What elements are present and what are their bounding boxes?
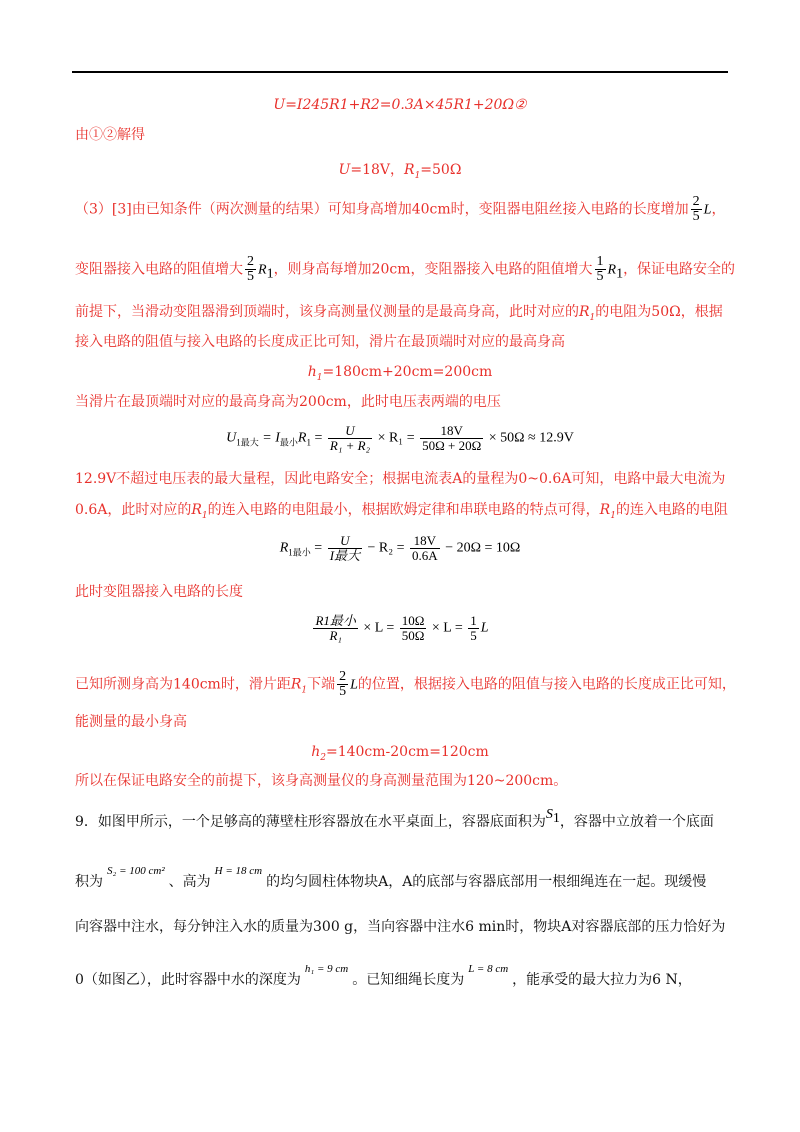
numerator: 1: [596, 254, 604, 269]
subscript: 2: [320, 752, 326, 763]
text-span: 已知所测身高为140cm时，滑片距: [75, 676, 291, 693]
text-span: ，: [711, 201, 726, 218]
question-line: [75, 807, 714, 837]
text-line: [75, 582, 243, 602]
text-line: [75, 302, 723, 328]
text-span: 能测量的最小身高: [75, 714, 187, 730]
denominator: 5: [247, 269, 254, 284]
equation-voltage: [0, 424, 800, 453]
text-span: =18V，: [350, 162, 405, 178]
denominator: I最大: [329, 548, 361, 563]
math-text: =: [310, 540, 326, 556]
denominator: R₁: [329, 628, 342, 643]
result-line: [0, 160, 800, 186]
subscript: 1: [552, 810, 560, 826]
text-span: =180cm+20cm=200cm: [322, 364, 493, 380]
fraction: [410, 534, 440, 563]
numerator: U: [328, 534, 362, 549]
math-text: = I: [258, 430, 280, 446]
numerator: U: [328, 424, 372, 439]
fraction: [400, 614, 427, 643]
var-r: R: [579, 304, 590, 320]
var-l: L: [703, 202, 712, 218]
text-line: [75, 670, 736, 700]
text-span: =50Ω: [420, 162, 462, 178]
math-text: × 50Ω ≈ 12.9V: [485, 430, 574, 446]
text-span: 的电阻为50Ω，根据: [595, 304, 723, 320]
text-line: [75, 469, 725, 489]
text-line: [75, 255, 735, 284]
var-r: R: [297, 430, 307, 446]
math-text: × R₁ =: [374, 430, 419, 446]
subscript: 1: [201, 510, 208, 521]
fraction: [245, 255, 256, 284]
text-span: 积为: [75, 874, 103, 890]
fraction: [420, 424, 483, 453]
subscript: 1: [316, 372, 323, 383]
var-h: h: [311, 744, 321, 760]
subscript: 最小: [279, 437, 298, 448]
math-text: × L =: [359, 620, 398, 636]
text-line: [75, 500, 728, 526]
text-line: [75, 392, 501, 412]
text-line: [75, 332, 565, 352]
denominator: 50Ω + 20Ω: [422, 438, 482, 453]
text-span: 0.6A，此时对应的: [75, 502, 192, 518]
text-line: [75, 712, 187, 732]
text-line: [75, 195, 725, 224]
text-span: ，保证电路安全的: [623, 261, 736, 278]
text-span: 。已知细绳长度为: [352, 972, 465, 988]
var-r: R: [404, 162, 415, 178]
denominator: R₁ + R₂: [329, 438, 371, 453]
subscript: 1: [589, 312, 596, 323]
subscript: 1: [610, 510, 616, 521]
fraction: [337, 670, 348, 699]
var-r: R: [191, 502, 202, 518]
text-span: 接入电路的阻值与接入电路的长度成正比可知，滑片在最顶端时对应的最高身高: [75, 334, 565, 350]
math-text: × L =: [428, 620, 467, 636]
text-line: [75, 125, 145, 145]
numerator: 2: [339, 669, 347, 684]
equation-length: [0, 614, 800, 643]
var-l: L: [350, 677, 358, 693]
equation-text: U=I245R1+R2=0.3A×45R1+20Ω②: [273, 97, 527, 113]
numerator: 2: [692, 194, 700, 209]
text-span: 9．如图甲所示，一个足够高的薄壁柱形容器放在水平桌面上，容器底面积为: [75, 814, 546, 830]
text-span: 向容器中注水，每分钟注入水的质量为300 g，当向容器中注水6 min时，物块A对容器底部的压力恰好为: [75, 919, 726, 935]
question-line: [75, 865, 707, 893]
text-span: =140cm-20cm=120cm: [325, 744, 489, 760]
text-span: 12.9V不超过电压表的最大量程，因此电路安全；根据电流表A的量程为0~0.6A可知，电路中最大电流为: [75, 471, 726, 487]
text-span: 的均匀圆柱体物块A，A的底部与容器底部用一根细绳连在一起。现缓慢: [266, 874, 707, 890]
text-span: ，能承受的最大拉力为6 N，: [512, 972, 692, 988]
fraction: [313, 614, 357, 643]
var-r: R: [290, 676, 302, 693]
text-span: （3）[3]由已知条件（两次测量的结果）可知身高增加40cm时，变阻器电阻丝接入电路的长度增加: [75, 201, 689, 218]
fraction: [595, 255, 606, 284]
equation-line: [0, 95, 800, 115]
subscript: 1最大: [236, 437, 259, 448]
subscript: 1: [266, 266, 274, 282]
denominator: 5: [692, 209, 700, 224]
text-span: 0（如图乙），此时容器中水的深度为: [75, 972, 301, 988]
math-inline: L = 8 cm: [468, 963, 509, 975]
question-line: [75, 963, 692, 991]
subscript: 1: [306, 437, 311, 448]
var-r: R: [599, 502, 611, 518]
text-line: [75, 771, 567, 791]
equation-resistance: [0, 534, 800, 563]
math-text: − R₂ =: [364, 540, 409, 556]
text-span: 此时变阻器接入电路的长度: [75, 584, 243, 600]
fraction: [328, 424, 372, 453]
text-span: 的连入电路的电阻: [615, 502, 728, 518]
result-line: [0, 362, 800, 388]
text-span: 当滑片在最顶端时对应的最高身高为200cm，此时电压表两端的电压: [75, 394, 501, 410]
text-span: ，容器中立放着一个底面: [559, 814, 714, 830]
numerator: 10Ω: [401, 613, 425, 628]
math-inline: h₁ = 9 cm: [304, 963, 349, 975]
var-r: R: [607, 262, 617, 278]
numerator: 2: [247, 254, 254, 269]
numerator: R1最小: [315, 613, 356, 628]
denominator: 0.6A: [412, 548, 438, 563]
text-span: 变阻器接入电路的阻值增大: [75, 261, 243, 278]
subscript: 1: [616, 266, 624, 282]
text-span: ，则身高每增加20cm，变阻器接入电路的阻值增大: [273, 261, 593, 278]
numerator: 18V: [410, 534, 440, 549]
fraction: [328, 534, 362, 563]
var-l: L: [480, 620, 489, 636]
numerator: 1: [470, 613, 477, 628]
math-inline: H = 18 cm: [214, 865, 263, 877]
denominator: 5: [596, 269, 604, 284]
fraction: [468, 614, 479, 643]
text-span: 由①②解得: [75, 127, 145, 143]
subscript: 1: [414, 170, 421, 181]
denominator: 5: [470, 628, 477, 643]
text-span: 下端: [307, 676, 336, 693]
denominator: 5: [339, 684, 347, 699]
numerator: 18V: [420, 424, 483, 439]
text-span: 所以在保证电路安全的前提下，该身高测量仪的身高测量范围为120~200cm。: [75, 773, 568, 789]
math-text: − 20Ω = 10Ω: [441, 540, 521, 556]
var-u: U: [226, 430, 237, 446]
text-span: 、高为: [168, 874, 211, 890]
var-s: S: [545, 807, 553, 822]
result-line: [0, 742, 800, 768]
header-rule: [72, 71, 728, 73]
subscript: 1: [301, 685, 308, 696]
var-u: U: [338, 162, 351, 178]
subscript: 1最小: [288, 547, 311, 558]
text-span: 的位置，根据接入电路的阻值与接入电路的长度成正比可知，: [357, 676, 736, 693]
fraction: [691, 195, 702, 224]
math-inline: S₂ = 100 cm²: [107, 865, 165, 877]
var-r: R: [279, 540, 289, 556]
var-r: R: [258, 262, 267, 278]
text-span: 前提下，当滑动变阻器滑到顶端时，该身高测量仪测量的是最高身高，此时对应的: [75, 304, 579, 320]
text-span: 的连入电路的电阻最小，根据欧姆定律和串联电路的特点可得，: [207, 502, 600, 518]
math-text: =: [310, 430, 326, 446]
question-line: [75, 917, 725, 937]
var-h: h: [307, 364, 317, 380]
denominator: 50Ω: [401, 628, 425, 643]
